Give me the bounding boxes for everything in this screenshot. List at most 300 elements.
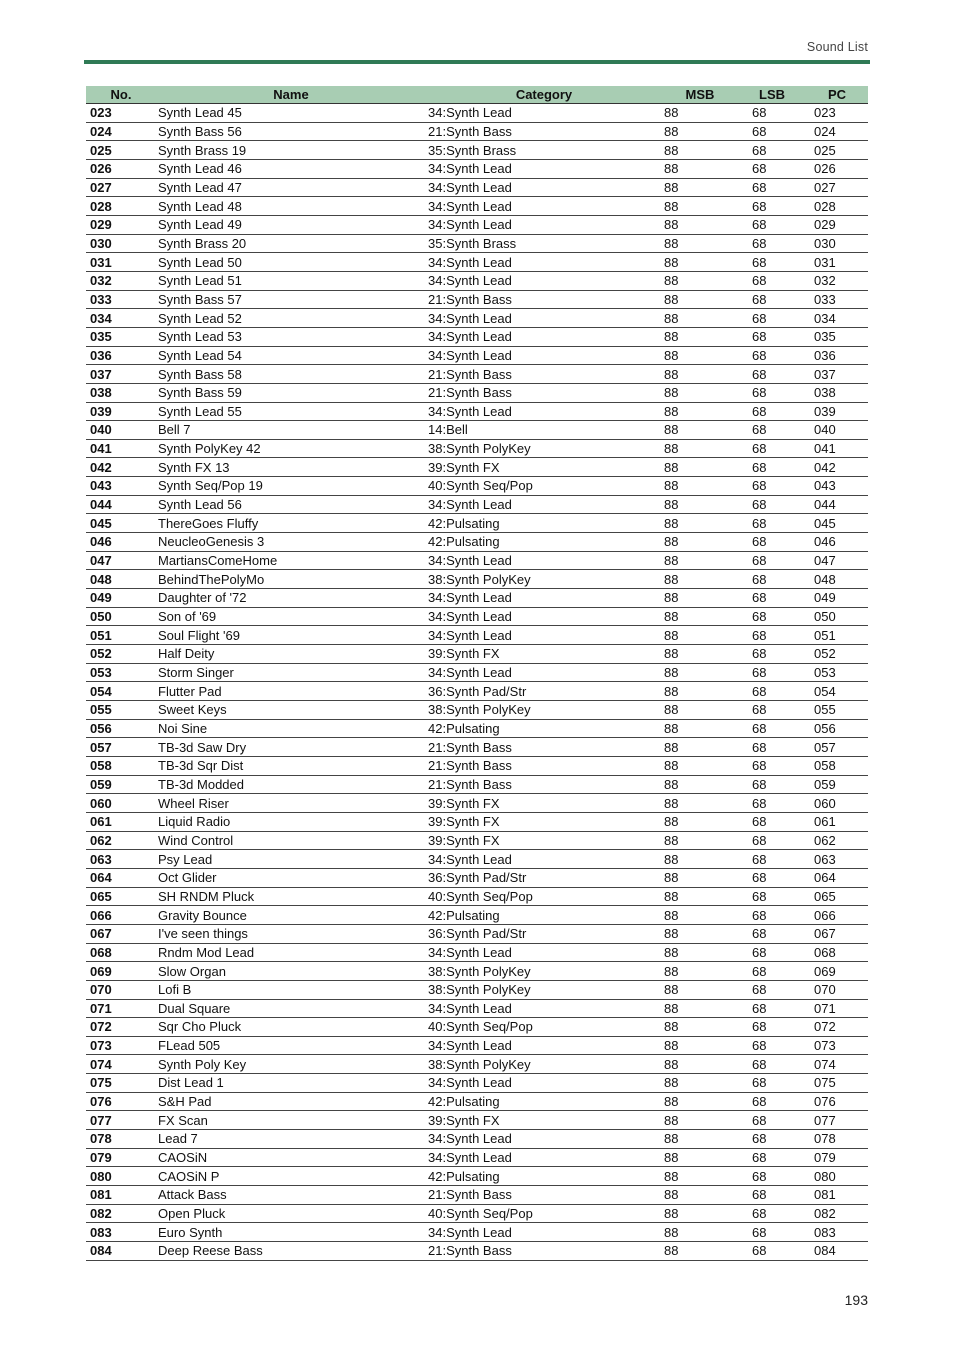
cell-name: Deep Reese Bass bbox=[156, 1242, 426, 1261]
cell-lsb: 68 bbox=[738, 104, 806, 123]
cell-name: Dist Lead 1 bbox=[156, 1074, 426, 1093]
cell-pc: 067 bbox=[806, 924, 868, 943]
table-row bbox=[86, 104, 868, 123]
cell-no: 032 bbox=[86, 271, 156, 290]
table-row bbox=[86, 1036, 868, 1055]
cell-msb: 88 bbox=[662, 1018, 738, 1037]
cell-name: Daughter of '72 bbox=[156, 589, 426, 608]
table-row bbox=[86, 1055, 868, 1074]
cell-lsb: 68 bbox=[738, 141, 806, 160]
table-row bbox=[86, 906, 868, 925]
cell-name: Soul Flight '69 bbox=[156, 626, 426, 645]
table-row bbox=[86, 346, 868, 365]
cell-name: Synth Bass 57 bbox=[156, 290, 426, 309]
table-row bbox=[86, 1186, 868, 1205]
cell-lsb: 68 bbox=[738, 253, 806, 272]
cell-msb: 88 bbox=[662, 309, 738, 328]
table-row bbox=[86, 458, 868, 477]
table-row bbox=[86, 178, 868, 197]
table-row bbox=[86, 309, 868, 328]
cell-no: 041 bbox=[86, 439, 156, 458]
cell-msb: 88 bbox=[662, 1055, 738, 1074]
cell-lsb: 68 bbox=[738, 159, 806, 178]
cell-pc: 072 bbox=[806, 1018, 868, 1037]
cell-no: 054 bbox=[86, 682, 156, 701]
table-row bbox=[86, 607, 868, 626]
table-row bbox=[86, 439, 868, 458]
cell-name: Synth Lead 54 bbox=[156, 346, 426, 365]
cell-lsb: 68 bbox=[738, 589, 806, 608]
cell-pc: 055 bbox=[806, 701, 868, 720]
cell-pc: 042 bbox=[806, 458, 868, 477]
cell-category: 21:Synth Bass bbox=[426, 738, 662, 757]
cell-lsb: 68 bbox=[738, 1111, 806, 1130]
table-row bbox=[86, 868, 868, 887]
cell-no: 040 bbox=[86, 421, 156, 440]
cell-pc: 066 bbox=[806, 906, 868, 925]
table-row bbox=[86, 141, 868, 160]
cell-name: Synth Lead 55 bbox=[156, 402, 426, 421]
cell-no: 059 bbox=[86, 775, 156, 794]
cell-lsb: 68 bbox=[738, 1186, 806, 1205]
cell-category: 42:Pulsating bbox=[426, 533, 662, 552]
cell-name: Synth Lead 46 bbox=[156, 159, 426, 178]
cell-name: Sweet Keys bbox=[156, 701, 426, 720]
cell-category: 40:Synth Seq/Pop bbox=[426, 1204, 662, 1223]
cell-category: 35:Synth Brass bbox=[426, 141, 662, 160]
table-row bbox=[86, 943, 868, 962]
cell-msb: 88 bbox=[662, 197, 738, 216]
cell-msb: 88 bbox=[662, 1223, 738, 1242]
cell-msb: 88 bbox=[662, 719, 738, 738]
cell-category: 34:Synth Lead bbox=[426, 215, 662, 234]
column-header-msb: MSB bbox=[662, 86, 738, 104]
cell-name: Synth Lead 49 bbox=[156, 215, 426, 234]
table-row bbox=[86, 197, 868, 216]
cell-category: 38:Synth PolyKey bbox=[426, 570, 662, 589]
cell-pc: 076 bbox=[806, 1092, 868, 1111]
cell-category: 34:Synth Lead bbox=[426, 271, 662, 290]
table-row bbox=[86, 1092, 868, 1111]
cell-pc: 060 bbox=[806, 794, 868, 813]
cell-name: Synth Brass 20 bbox=[156, 234, 426, 253]
cell-lsb: 68 bbox=[738, 290, 806, 309]
cell-pc: 071 bbox=[806, 999, 868, 1018]
cell-name: Synth Lead 48 bbox=[156, 197, 426, 216]
cell-no: 034 bbox=[86, 309, 156, 328]
table-row bbox=[86, 122, 868, 141]
table-row bbox=[86, 402, 868, 421]
cell-category: 34:Synth Lead bbox=[426, 607, 662, 626]
cell-lsb: 68 bbox=[738, 439, 806, 458]
cell-name: Slow Organ bbox=[156, 962, 426, 981]
cell-category: 34:Synth Lead bbox=[426, 197, 662, 216]
cell-no: 074 bbox=[86, 1055, 156, 1074]
cell-no: 069 bbox=[86, 962, 156, 981]
cell-no: 081 bbox=[86, 1186, 156, 1205]
cell-lsb: 68 bbox=[738, 626, 806, 645]
cell-pc: 051 bbox=[806, 626, 868, 645]
cell-pc: 050 bbox=[806, 607, 868, 626]
cell-name: TB-3d Saw Dry bbox=[156, 738, 426, 757]
cell-msb: 88 bbox=[662, 1036, 738, 1055]
cell-no: 039 bbox=[86, 402, 156, 421]
table-row bbox=[86, 756, 868, 775]
cell-category: 42:Pulsating bbox=[426, 1092, 662, 1111]
cell-lsb: 68 bbox=[738, 365, 806, 384]
cell-msb: 88 bbox=[662, 178, 738, 197]
cell-pc: 046 bbox=[806, 533, 868, 552]
cell-lsb: 68 bbox=[738, 122, 806, 141]
table-row bbox=[86, 719, 868, 738]
cell-lsb: 68 bbox=[738, 1036, 806, 1055]
cell-no: 043 bbox=[86, 477, 156, 496]
cell-category: 38:Synth PolyKey bbox=[426, 962, 662, 981]
cell-pc: 047 bbox=[806, 551, 868, 570]
cell-msb: 88 bbox=[662, 738, 738, 757]
cell-pc: 068 bbox=[806, 943, 868, 962]
table-row bbox=[86, 215, 868, 234]
cell-name: Psy Lead bbox=[156, 850, 426, 869]
cell-no: 084 bbox=[86, 1242, 156, 1261]
cell-name: Sqr Cho Pluck bbox=[156, 1018, 426, 1037]
column-header-lsb: LSB bbox=[738, 86, 806, 104]
cell-lsb: 68 bbox=[738, 663, 806, 682]
table-row bbox=[86, 738, 868, 757]
table-row bbox=[86, 1018, 868, 1037]
cell-name: Bell 7 bbox=[156, 421, 426, 440]
cell-lsb: 68 bbox=[738, 645, 806, 664]
cell-lsb: 68 bbox=[738, 1055, 806, 1074]
cell-lsb: 68 bbox=[738, 551, 806, 570]
cell-no: 067 bbox=[86, 924, 156, 943]
cell-name: Synth Poly Key bbox=[156, 1055, 426, 1074]
cell-no: 082 bbox=[86, 1204, 156, 1223]
cell-pc: 073 bbox=[806, 1036, 868, 1055]
cell-msb: 88 bbox=[662, 775, 738, 794]
cell-category: 42:Pulsating bbox=[426, 514, 662, 533]
cell-msb: 88 bbox=[662, 980, 738, 999]
cell-no: 050 bbox=[86, 607, 156, 626]
cell-msb: 88 bbox=[662, 383, 738, 402]
cell-category: 34:Synth Lead bbox=[426, 1223, 662, 1242]
cell-lsb: 68 bbox=[738, 495, 806, 514]
cell-no: 063 bbox=[86, 850, 156, 869]
cell-no: 065 bbox=[86, 887, 156, 906]
cell-name: TB-3d Sqr Dist bbox=[156, 756, 426, 775]
cell-pc: 081 bbox=[806, 1186, 868, 1205]
cell-name: Synth Lead 52 bbox=[156, 309, 426, 328]
cell-pc: 062 bbox=[806, 831, 868, 850]
cell-name: Synth Brass 19 bbox=[156, 141, 426, 160]
cell-name: Oct Glider bbox=[156, 868, 426, 887]
cell-lsb: 68 bbox=[738, 1204, 806, 1223]
cell-lsb: 68 bbox=[738, 607, 806, 626]
cell-no: 033 bbox=[86, 290, 156, 309]
cell-msb: 88 bbox=[662, 1186, 738, 1205]
cell-category: 21:Synth Bass bbox=[426, 122, 662, 141]
cell-msb: 88 bbox=[662, 477, 738, 496]
cell-category: 21:Synth Bass bbox=[426, 775, 662, 794]
sound-list-table bbox=[86, 86, 868, 1261]
cell-category: 38:Synth PolyKey bbox=[426, 439, 662, 458]
header-rule bbox=[84, 60, 870, 64]
cell-no: 045 bbox=[86, 514, 156, 533]
cell-msb: 88 bbox=[662, 663, 738, 682]
table-row bbox=[86, 589, 868, 608]
cell-pc: 026 bbox=[806, 159, 868, 178]
cell-pc: 040 bbox=[806, 421, 868, 440]
table-row bbox=[86, 1242, 868, 1261]
cell-category: 21:Synth Bass bbox=[426, 1242, 662, 1261]
cell-pc: 059 bbox=[806, 775, 868, 794]
cell-lsb: 68 bbox=[738, 775, 806, 794]
cell-pc: 023 bbox=[806, 104, 868, 123]
cell-lsb: 68 bbox=[738, 850, 806, 869]
cell-category: 21:Synth Bass bbox=[426, 290, 662, 309]
cell-category: 39:Synth FX bbox=[426, 831, 662, 850]
cell-lsb: 68 bbox=[738, 962, 806, 981]
cell-no: 056 bbox=[86, 719, 156, 738]
cell-name: Liquid Radio bbox=[156, 812, 426, 831]
cell-msb: 88 bbox=[662, 868, 738, 887]
table-row bbox=[86, 645, 868, 664]
table-row bbox=[86, 365, 868, 384]
cell-name: Synth Bass 58 bbox=[156, 365, 426, 384]
cell-msb: 88 bbox=[662, 701, 738, 720]
cell-pc: 024 bbox=[806, 122, 868, 141]
cell-name: FX Scan bbox=[156, 1111, 426, 1130]
table-row bbox=[86, 831, 868, 850]
cell-no: 058 bbox=[86, 756, 156, 775]
cell-lsb: 68 bbox=[738, 215, 806, 234]
cell-pc: 033 bbox=[806, 290, 868, 309]
cell-no: 037 bbox=[86, 365, 156, 384]
cell-name: Son of '69 bbox=[156, 607, 426, 626]
cell-msb: 88 bbox=[662, 756, 738, 775]
cell-pc: 030 bbox=[806, 234, 868, 253]
cell-name: Synth Bass 59 bbox=[156, 383, 426, 402]
cell-category: 38:Synth PolyKey bbox=[426, 1055, 662, 1074]
cell-pc: 075 bbox=[806, 1074, 868, 1093]
cell-pc: 082 bbox=[806, 1204, 868, 1223]
table-row bbox=[86, 421, 868, 440]
table-row bbox=[86, 383, 868, 402]
cell-lsb: 68 bbox=[738, 309, 806, 328]
cell-pc: 032 bbox=[806, 271, 868, 290]
cell-name: Synth Lead 56 bbox=[156, 495, 426, 514]
column-header-name: Name bbox=[156, 86, 426, 104]
cell-pc: 061 bbox=[806, 812, 868, 831]
cell-name: CAOSiN P bbox=[156, 1167, 426, 1186]
cell-name: Wind Control bbox=[156, 831, 426, 850]
cell-no: 077 bbox=[86, 1111, 156, 1130]
cell-category: 39:Synth FX bbox=[426, 458, 662, 477]
cell-msb: 88 bbox=[662, 439, 738, 458]
table-row bbox=[86, 514, 868, 533]
cell-pc: 069 bbox=[806, 962, 868, 981]
cell-pc: 057 bbox=[806, 738, 868, 757]
cell-msb: 88 bbox=[662, 402, 738, 421]
table-header-row bbox=[86, 86, 868, 104]
cell-no: 036 bbox=[86, 346, 156, 365]
cell-category: 39:Synth FX bbox=[426, 794, 662, 813]
cell-category: 40:Synth Seq/Pop bbox=[426, 477, 662, 496]
cell-pc: 028 bbox=[806, 197, 868, 216]
cell-no: 025 bbox=[86, 141, 156, 160]
cell-lsb: 68 bbox=[738, 1130, 806, 1149]
cell-no: 075 bbox=[86, 1074, 156, 1093]
cell-msb: 88 bbox=[662, 906, 738, 925]
cell-no: 078 bbox=[86, 1130, 156, 1149]
cell-name: Synth PolyKey 42 bbox=[156, 439, 426, 458]
cell-category: 34:Synth Lead bbox=[426, 159, 662, 178]
cell-no: 028 bbox=[86, 197, 156, 216]
cell-msb: 88 bbox=[662, 271, 738, 290]
cell-no: 060 bbox=[86, 794, 156, 813]
cell-msb: 88 bbox=[662, 924, 738, 943]
cell-msb: 88 bbox=[662, 253, 738, 272]
cell-lsb: 68 bbox=[738, 234, 806, 253]
cell-msb: 88 bbox=[662, 514, 738, 533]
cell-lsb: 68 bbox=[738, 906, 806, 925]
cell-no: 051 bbox=[86, 626, 156, 645]
cell-pc: 058 bbox=[806, 756, 868, 775]
cell-no: 062 bbox=[86, 831, 156, 850]
cell-lsb: 68 bbox=[738, 887, 806, 906]
cell-msb: 88 bbox=[662, 1148, 738, 1167]
cell-category: 34:Synth Lead bbox=[426, 663, 662, 682]
table-row bbox=[86, 1223, 868, 1242]
cell-no: 030 bbox=[86, 234, 156, 253]
table-row bbox=[86, 234, 868, 253]
table-row bbox=[86, 1167, 868, 1186]
table-row bbox=[86, 775, 868, 794]
table-row bbox=[86, 533, 868, 552]
cell-name: Synth Seq/Pop 19 bbox=[156, 477, 426, 496]
cell-lsb: 68 bbox=[738, 346, 806, 365]
cell-name: SH RNDM Pluck bbox=[156, 887, 426, 906]
cell-name: Synth Lead 45 bbox=[156, 104, 426, 123]
cell-category: 21:Synth Bass bbox=[426, 1186, 662, 1205]
cell-name: ThereGoes Fluffy bbox=[156, 514, 426, 533]
page-number: 193 bbox=[844, 1292, 868, 1308]
table-row bbox=[86, 253, 868, 272]
table-row bbox=[86, 1204, 868, 1223]
cell-pc: 056 bbox=[806, 719, 868, 738]
cell-lsb: 68 bbox=[738, 756, 806, 775]
cell-msb: 88 bbox=[662, 551, 738, 570]
cell-pc: 044 bbox=[806, 495, 868, 514]
cell-lsb: 68 bbox=[738, 1018, 806, 1037]
cell-msb: 88 bbox=[662, 458, 738, 477]
cell-msb: 88 bbox=[662, 812, 738, 831]
cell-category: 21:Synth Bass bbox=[426, 365, 662, 384]
cell-name: Gravity Bounce bbox=[156, 906, 426, 925]
cell-msb: 88 bbox=[662, 645, 738, 664]
table-row bbox=[86, 626, 868, 645]
cell-msb: 88 bbox=[662, 1074, 738, 1093]
cell-category: 42:Pulsating bbox=[426, 906, 662, 925]
cell-category: 34:Synth Lead bbox=[426, 999, 662, 1018]
table-row bbox=[86, 794, 868, 813]
cell-no: 066 bbox=[86, 906, 156, 925]
cell-msb: 88 bbox=[662, 141, 738, 160]
cell-msb: 88 bbox=[662, 607, 738, 626]
cell-pc: 036 bbox=[806, 346, 868, 365]
table-row bbox=[86, 1074, 868, 1093]
cell-category: 39:Synth FX bbox=[426, 1111, 662, 1130]
cell-lsb: 68 bbox=[738, 477, 806, 496]
cell-pc: 053 bbox=[806, 663, 868, 682]
cell-msb: 88 bbox=[662, 1204, 738, 1223]
table-row bbox=[86, 999, 868, 1018]
cell-pc: 039 bbox=[806, 402, 868, 421]
cell-pc: 074 bbox=[806, 1055, 868, 1074]
cell-msb: 88 bbox=[662, 159, 738, 178]
cell-msb: 88 bbox=[662, 327, 738, 346]
cell-no: 053 bbox=[86, 663, 156, 682]
cell-category: 34:Synth Lead bbox=[426, 346, 662, 365]
cell-pc: 083 bbox=[806, 1223, 868, 1242]
cell-msb: 88 bbox=[662, 346, 738, 365]
cell-pc: 035 bbox=[806, 327, 868, 346]
cell-pc: 029 bbox=[806, 215, 868, 234]
cell-no: 024 bbox=[86, 122, 156, 141]
cell-category: 34:Synth Lead bbox=[426, 402, 662, 421]
cell-category: 34:Synth Lead bbox=[426, 1036, 662, 1055]
cell-msb: 88 bbox=[662, 589, 738, 608]
table-row bbox=[86, 962, 868, 981]
cell-name: Synth Lead 50 bbox=[156, 253, 426, 272]
cell-pc: 048 bbox=[806, 570, 868, 589]
cell-msb: 88 bbox=[662, 1167, 738, 1186]
cell-category: 34:Synth Lead bbox=[426, 1148, 662, 1167]
cell-name: Synth FX 13 bbox=[156, 458, 426, 477]
cell-msb: 88 bbox=[662, 104, 738, 123]
cell-name: Synth Lead 53 bbox=[156, 327, 426, 346]
cell-no: 057 bbox=[86, 738, 156, 757]
table-row bbox=[86, 812, 868, 831]
cell-no: 073 bbox=[86, 1036, 156, 1055]
cell-name: NeucleoGenesis 3 bbox=[156, 533, 426, 552]
cell-pc: 064 bbox=[806, 868, 868, 887]
cell-no: 026 bbox=[86, 159, 156, 178]
cell-category: 34:Synth Lead bbox=[426, 551, 662, 570]
cell-lsb: 68 bbox=[738, 999, 806, 1018]
cell-no: 061 bbox=[86, 812, 156, 831]
table-row bbox=[86, 570, 868, 589]
cell-category: 34:Synth Lead bbox=[426, 589, 662, 608]
table-row bbox=[86, 551, 868, 570]
page-header-title: Sound List bbox=[806, 40, 868, 54]
cell-no: 072 bbox=[86, 1018, 156, 1037]
cell-pc: 027 bbox=[806, 178, 868, 197]
cell-name: Lofi B bbox=[156, 980, 426, 999]
cell-lsb: 68 bbox=[738, 980, 806, 999]
cell-lsb: 68 bbox=[738, 701, 806, 720]
cell-lsb: 68 bbox=[738, 812, 806, 831]
cell-msb: 88 bbox=[662, 943, 738, 962]
table-row bbox=[86, 924, 868, 943]
column-header-no: No. bbox=[86, 86, 156, 104]
table-row bbox=[86, 980, 868, 999]
cell-lsb: 68 bbox=[738, 868, 806, 887]
sound-list-table-container bbox=[86, 86, 868, 1261]
cell-lsb: 68 bbox=[738, 943, 806, 962]
cell-msb: 88 bbox=[662, 831, 738, 850]
column-header-pc: PC bbox=[806, 86, 868, 104]
